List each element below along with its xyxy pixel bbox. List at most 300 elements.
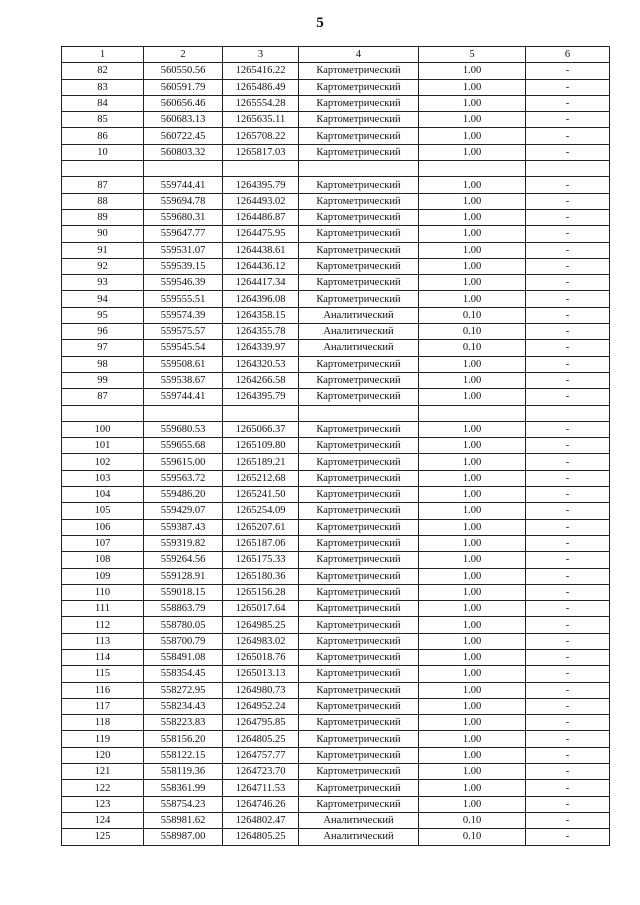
x-coordinate-cell: 559680.31 bbox=[144, 209, 223, 225]
y-coordinate-cell: 1264320.53 bbox=[223, 356, 299, 372]
x-coordinate-cell: 558987.00 bbox=[144, 829, 223, 845]
y-coordinate-cell: 1265156.28 bbox=[223, 584, 299, 600]
accuracy-cell: 1.00 bbox=[419, 454, 526, 470]
y-coordinate-cell: 1265017.64 bbox=[223, 601, 299, 617]
table-body bbox=[62, 63, 610, 845]
table-row bbox=[62, 812, 610, 828]
note-cell: - bbox=[526, 324, 610, 340]
table-row bbox=[62, 177, 610, 193]
accuracy-cell bbox=[419, 405, 526, 421]
point-number-cell: 105 bbox=[62, 503, 144, 519]
note-cell: - bbox=[526, 454, 610, 470]
table-row bbox=[62, 715, 610, 731]
x-coordinate-cell: 559545.54 bbox=[144, 340, 223, 356]
accuracy-cell: 1.00 bbox=[419, 747, 526, 763]
table-row bbox=[62, 780, 610, 796]
method-cell: Аналитический bbox=[299, 829, 419, 845]
note-cell: - bbox=[526, 764, 610, 780]
method-cell: Картометрический bbox=[299, 470, 419, 486]
point-number-cell: 113 bbox=[62, 633, 144, 649]
y-coordinate-cell: 1264757.77 bbox=[223, 747, 299, 763]
table-row bbox=[62, 242, 610, 258]
method-cell: Картометрический bbox=[299, 177, 419, 193]
point-number-cell: 93 bbox=[62, 275, 144, 291]
method-cell: Картометрический bbox=[299, 421, 419, 437]
note-cell: - bbox=[526, 519, 610, 535]
note-cell: - bbox=[526, 193, 610, 209]
method-cell: Картометрический bbox=[299, 552, 419, 568]
point-number-cell: 87 bbox=[62, 177, 144, 193]
accuracy-cell: 1.00 bbox=[419, 568, 526, 584]
y-coordinate-cell: 1265187.06 bbox=[223, 535, 299, 551]
y-coordinate-cell: 1264952.24 bbox=[223, 698, 299, 714]
accuracy-cell: 1.00 bbox=[419, 95, 526, 111]
note-cell: - bbox=[526, 291, 610, 307]
accuracy-cell: 0.10 bbox=[419, 307, 526, 323]
method-cell: Картометрический bbox=[299, 503, 419, 519]
accuracy-cell: 1.00 bbox=[419, 487, 526, 503]
method-cell: Картометрический bbox=[299, 633, 419, 649]
y-coordinate-cell: 1264746.26 bbox=[223, 796, 299, 812]
x-coordinate-cell: 560803.32 bbox=[144, 144, 223, 160]
point-number-cell: 95 bbox=[62, 307, 144, 323]
accuracy-cell: 1.00 bbox=[419, 649, 526, 665]
method-cell: Картометрический bbox=[299, 356, 419, 372]
table-row bbox=[62, 112, 610, 128]
table-row bbox=[62, 470, 610, 486]
x-coordinate-cell: 558700.79 bbox=[144, 633, 223, 649]
table-row bbox=[62, 63, 610, 79]
table-row bbox=[62, 193, 610, 209]
method-cell: Картометрический bbox=[299, 764, 419, 780]
note-cell: - bbox=[526, 79, 610, 95]
accuracy-cell: 1.00 bbox=[419, 209, 526, 225]
accuracy-cell: 1.00 bbox=[419, 79, 526, 95]
x-coordinate-cell: 559539.15 bbox=[144, 258, 223, 274]
note-cell: - bbox=[526, 535, 610, 551]
table-row bbox=[62, 568, 610, 584]
note-cell: - bbox=[526, 242, 610, 258]
note-cell: - bbox=[526, 421, 610, 437]
point-number-cell: 92 bbox=[62, 258, 144, 274]
note-cell: - bbox=[526, 796, 610, 812]
y-coordinate-cell: 1265635.11 bbox=[223, 112, 299, 128]
method-cell: Картометрический bbox=[299, 649, 419, 665]
point-number-cell: 85 bbox=[62, 112, 144, 128]
point-number-cell: 122 bbox=[62, 780, 144, 796]
y-coordinate-cell: 1265109.80 bbox=[223, 438, 299, 454]
accuracy-cell: 1.00 bbox=[419, 128, 526, 144]
y-coordinate-cell: 1264493.02 bbox=[223, 193, 299, 209]
point-number-cell: 89 bbox=[62, 209, 144, 225]
table-row bbox=[62, 487, 610, 503]
point-number-cell: 123 bbox=[62, 796, 144, 812]
x-coordinate-cell: 559694.78 bbox=[144, 193, 223, 209]
accuracy-cell: 1.00 bbox=[419, 226, 526, 242]
y-coordinate-cell: 1264475.95 bbox=[223, 226, 299, 242]
point-number-cell: 97 bbox=[62, 340, 144, 356]
point-number-cell: 10 bbox=[62, 144, 144, 160]
table-row bbox=[62, 161, 610, 177]
x-coordinate-cell: 559555.51 bbox=[144, 291, 223, 307]
table-row bbox=[62, 617, 610, 633]
point-number-cell: 100 bbox=[62, 421, 144, 437]
y-coordinate-cell: 1264486.87 bbox=[223, 209, 299, 225]
point-number-cell: 96 bbox=[62, 324, 144, 340]
point-number-cell: 111 bbox=[62, 601, 144, 617]
note-cell: - bbox=[526, 177, 610, 193]
note-cell: - bbox=[526, 128, 610, 144]
point-number-cell: 106 bbox=[62, 519, 144, 535]
y-coordinate-cell: 1264436.12 bbox=[223, 258, 299, 274]
point-number-cell: 87 bbox=[62, 389, 144, 405]
method-cell: Картометрический bbox=[299, 144, 419, 160]
table-row bbox=[62, 829, 610, 845]
table-row bbox=[62, 324, 610, 340]
method-cell bbox=[299, 405, 419, 421]
accuracy-cell: 1.00 bbox=[419, 291, 526, 307]
table-header-row bbox=[62, 47, 610, 63]
method-cell: Картометрический bbox=[299, 275, 419, 291]
x-coordinate-cell: 560656.46 bbox=[144, 95, 223, 111]
point-number-cell: 103 bbox=[62, 470, 144, 486]
y-coordinate-cell: 1264805.25 bbox=[223, 731, 299, 747]
method-cell: Картометрический bbox=[299, 242, 419, 258]
table-row bbox=[62, 95, 610, 111]
note-cell: - bbox=[526, 601, 610, 617]
accuracy-cell: 1.00 bbox=[419, 63, 526, 79]
table-row bbox=[62, 503, 610, 519]
accuracy-cell: 1.00 bbox=[419, 356, 526, 372]
column-header: 4 bbox=[299, 47, 419, 63]
table-row bbox=[62, 79, 610, 95]
y-coordinate-cell: 1264266.58 bbox=[223, 372, 299, 388]
point-number-cell: 109 bbox=[62, 568, 144, 584]
x-coordinate-cell: 558234.43 bbox=[144, 698, 223, 714]
x-coordinate-cell: 558754.23 bbox=[144, 796, 223, 812]
point-number-cell bbox=[62, 161, 144, 177]
note-cell: - bbox=[526, 715, 610, 731]
table-row bbox=[62, 258, 610, 274]
x-coordinate-cell: 560683.13 bbox=[144, 112, 223, 128]
method-cell: Аналитический bbox=[299, 324, 419, 340]
method-cell: Картометрический bbox=[299, 95, 419, 111]
table-row bbox=[62, 209, 610, 225]
y-coordinate-cell bbox=[223, 405, 299, 421]
y-coordinate-cell: 1264417.34 bbox=[223, 275, 299, 291]
accuracy-cell bbox=[419, 161, 526, 177]
note-cell: - bbox=[526, 503, 610, 519]
method-cell: Картометрический bbox=[299, 438, 419, 454]
x-coordinate-cell: 559574.39 bbox=[144, 307, 223, 323]
y-coordinate-cell: 1264980.73 bbox=[223, 682, 299, 698]
x-coordinate-cell: 559647.77 bbox=[144, 226, 223, 242]
method-cell: Аналитический bbox=[299, 812, 419, 828]
method-cell: Картометрический bbox=[299, 79, 419, 95]
method-cell: Картометрический bbox=[299, 715, 419, 731]
accuracy-cell: 1.00 bbox=[419, 780, 526, 796]
accuracy-cell: 1.00 bbox=[419, 764, 526, 780]
point-number-cell: 125 bbox=[62, 829, 144, 845]
note-cell bbox=[526, 161, 610, 177]
coordinates-table bbox=[61, 46, 610, 846]
page-number: 5 bbox=[316, 15, 324, 31]
table-row bbox=[62, 144, 610, 160]
x-coordinate-cell: 559264.56 bbox=[144, 552, 223, 568]
accuracy-cell: 1.00 bbox=[419, 796, 526, 812]
accuracy-cell: 1.00 bbox=[419, 633, 526, 649]
accuracy-cell: 1.00 bbox=[419, 193, 526, 209]
x-coordinate-cell: 558863.79 bbox=[144, 601, 223, 617]
method-cell: Картометрический bbox=[299, 389, 419, 405]
y-coordinate-cell: 1264355.78 bbox=[223, 324, 299, 340]
point-number-cell: 83 bbox=[62, 79, 144, 95]
y-coordinate-cell: 1265486.49 bbox=[223, 79, 299, 95]
table-row bbox=[62, 128, 610, 144]
x-coordinate-cell: 559531.07 bbox=[144, 242, 223, 258]
column-header: 6 bbox=[526, 47, 610, 63]
note-cell: - bbox=[526, 63, 610, 79]
accuracy-cell: 1.00 bbox=[419, 112, 526, 128]
y-coordinate-cell bbox=[223, 161, 299, 177]
y-coordinate-cell: 1264395.79 bbox=[223, 177, 299, 193]
method-cell: Картометрический bbox=[299, 63, 419, 79]
table-row bbox=[62, 372, 610, 388]
note-cell: - bbox=[526, 144, 610, 160]
method-cell: Картометрический bbox=[299, 209, 419, 225]
point-number-cell: 98 bbox=[62, 356, 144, 372]
method-cell: Картометрический bbox=[299, 796, 419, 812]
accuracy-cell: 1.00 bbox=[419, 389, 526, 405]
note-cell: - bbox=[526, 275, 610, 291]
note-cell: - bbox=[526, 209, 610, 225]
accuracy-cell: 1.00 bbox=[419, 177, 526, 193]
method-cell: Картометрический bbox=[299, 535, 419, 551]
table-row bbox=[62, 226, 610, 242]
point-number-cell: 124 bbox=[62, 812, 144, 828]
method-cell: Картометрический bbox=[299, 584, 419, 600]
x-coordinate-cell: 559128.91 bbox=[144, 568, 223, 584]
method-cell: Картометрический bbox=[299, 128, 419, 144]
accuracy-cell: 1.00 bbox=[419, 275, 526, 291]
x-coordinate-cell: 560722.45 bbox=[144, 128, 223, 144]
point-number-cell: 88 bbox=[62, 193, 144, 209]
method-cell: Картометрический bbox=[299, 698, 419, 714]
note-cell: - bbox=[526, 112, 610, 128]
point-number-cell: 108 bbox=[62, 552, 144, 568]
y-coordinate-cell: 1264711.53 bbox=[223, 780, 299, 796]
note-cell: - bbox=[526, 829, 610, 845]
accuracy-cell: 0.10 bbox=[419, 812, 526, 828]
note-cell: - bbox=[526, 389, 610, 405]
x-coordinate-cell: 559680.53 bbox=[144, 421, 223, 437]
accuracy-cell: 0.10 bbox=[419, 829, 526, 845]
y-coordinate-cell: 1265180.36 bbox=[223, 568, 299, 584]
column-header: 2 bbox=[144, 47, 223, 63]
method-cell: Картометрический bbox=[299, 226, 419, 242]
method-cell: Картометрический bbox=[299, 258, 419, 274]
table-row bbox=[62, 454, 610, 470]
table-row bbox=[62, 649, 610, 665]
table-row bbox=[62, 764, 610, 780]
point-number-cell: 110 bbox=[62, 584, 144, 600]
point-number-cell: 102 bbox=[62, 454, 144, 470]
x-coordinate-cell: 559018.15 bbox=[144, 584, 223, 600]
x-coordinate-cell: 559546.39 bbox=[144, 275, 223, 291]
x-coordinate-cell bbox=[144, 161, 223, 177]
point-number-cell: 107 bbox=[62, 535, 144, 551]
y-coordinate-cell: 1265013.13 bbox=[223, 666, 299, 682]
note-cell: - bbox=[526, 258, 610, 274]
y-coordinate-cell: 1264805.25 bbox=[223, 829, 299, 845]
y-coordinate-cell: 1264985.25 bbox=[223, 617, 299, 633]
accuracy-cell: 1.00 bbox=[419, 682, 526, 698]
x-coordinate-cell: 560591.79 bbox=[144, 79, 223, 95]
x-coordinate-cell: 558981.62 bbox=[144, 812, 223, 828]
table-row bbox=[62, 438, 610, 454]
note-cell: - bbox=[526, 780, 610, 796]
table-row bbox=[62, 633, 610, 649]
table-row bbox=[62, 389, 610, 405]
table-row bbox=[62, 519, 610, 535]
method-cell: Картометрический bbox=[299, 747, 419, 763]
point-number-cell: 104 bbox=[62, 487, 144, 503]
method-cell: Картометрический bbox=[299, 601, 419, 617]
point-number-cell: 90 bbox=[62, 226, 144, 242]
x-coordinate-cell: 559744.41 bbox=[144, 177, 223, 193]
column-header: 1 bbox=[62, 47, 144, 63]
point-number-cell: 120 bbox=[62, 747, 144, 763]
table-row bbox=[62, 682, 610, 698]
x-coordinate-cell: 558119.36 bbox=[144, 764, 223, 780]
point-number-cell: 112 bbox=[62, 617, 144, 633]
point-number-cell: 115 bbox=[62, 666, 144, 682]
accuracy-cell: 1.00 bbox=[419, 421, 526, 437]
x-coordinate-cell: 559655.68 bbox=[144, 438, 223, 454]
method-cell: Картометрический bbox=[299, 519, 419, 535]
note-cell: - bbox=[526, 356, 610, 372]
x-coordinate-cell: 559429.07 bbox=[144, 503, 223, 519]
y-coordinate-cell: 1264802.47 bbox=[223, 812, 299, 828]
column-header: 3 bbox=[223, 47, 299, 63]
accuracy-cell: 1.00 bbox=[419, 470, 526, 486]
method-cell: Аналитический bbox=[299, 340, 419, 356]
y-coordinate-cell: 1265817.03 bbox=[223, 144, 299, 160]
accuracy-cell: 1.00 bbox=[419, 617, 526, 633]
table-row bbox=[62, 356, 610, 372]
x-coordinate-cell: 558122.15 bbox=[144, 747, 223, 763]
y-coordinate-cell: 1265241.50 bbox=[223, 487, 299, 503]
accuracy-cell: 1.00 bbox=[419, 438, 526, 454]
note-cell: - bbox=[526, 307, 610, 323]
accuracy-cell: 0.10 bbox=[419, 324, 526, 340]
y-coordinate-cell: 1265207.61 bbox=[223, 519, 299, 535]
note-cell: - bbox=[526, 568, 610, 584]
accuracy-cell: 1.00 bbox=[419, 372, 526, 388]
point-number-cell: 91 bbox=[62, 242, 144, 258]
method-cell: Картометрический bbox=[299, 193, 419, 209]
y-coordinate-cell: 1265254.09 bbox=[223, 503, 299, 519]
y-coordinate-cell: 1265554.28 bbox=[223, 95, 299, 111]
table-row bbox=[62, 796, 610, 812]
method-cell: Картометрический bbox=[299, 291, 419, 307]
accuracy-cell: 1.00 bbox=[419, 552, 526, 568]
note-cell: - bbox=[526, 731, 610, 747]
point-number-cell: 114 bbox=[62, 649, 144, 665]
point-number-cell: 116 bbox=[62, 682, 144, 698]
x-coordinate-cell: 558354.45 bbox=[144, 666, 223, 682]
method-cell: Картометрический bbox=[299, 454, 419, 470]
table-row bbox=[62, 275, 610, 291]
column-header: 5 bbox=[419, 47, 526, 63]
accuracy-cell: 1.00 bbox=[419, 242, 526, 258]
x-coordinate-cell: 558361.99 bbox=[144, 780, 223, 796]
table-row bbox=[62, 307, 610, 323]
note-cell: - bbox=[526, 584, 610, 600]
table-row bbox=[62, 601, 610, 617]
y-coordinate-cell: 1265212.68 bbox=[223, 470, 299, 486]
y-coordinate-cell: 1264339.97 bbox=[223, 340, 299, 356]
point-number-cell: 118 bbox=[62, 715, 144, 731]
y-coordinate-cell: 1264983.02 bbox=[223, 633, 299, 649]
y-coordinate-cell: 1265189.21 bbox=[223, 454, 299, 470]
table-row bbox=[62, 340, 610, 356]
point-number-cell: 84 bbox=[62, 95, 144, 111]
accuracy-cell: 0.10 bbox=[419, 340, 526, 356]
note-cell: - bbox=[526, 552, 610, 568]
table-row bbox=[62, 535, 610, 551]
note-cell: - bbox=[526, 812, 610, 828]
method-cell: Картометрический bbox=[299, 731, 419, 747]
table-row bbox=[62, 291, 610, 307]
accuracy-cell: 1.00 bbox=[419, 698, 526, 714]
note-cell: - bbox=[526, 226, 610, 242]
y-coordinate-cell: 1264438.61 bbox=[223, 242, 299, 258]
accuracy-cell: 1.00 bbox=[419, 258, 526, 274]
point-number-cell: 119 bbox=[62, 731, 144, 747]
table-row bbox=[62, 421, 610, 437]
x-coordinate-cell bbox=[144, 405, 223, 421]
x-coordinate-cell: 559744.41 bbox=[144, 389, 223, 405]
accuracy-cell: 1.00 bbox=[419, 584, 526, 600]
y-coordinate-cell: 1264396.08 bbox=[223, 291, 299, 307]
point-number-cell: 101 bbox=[62, 438, 144, 454]
x-coordinate-cell: 560550.56 bbox=[144, 63, 223, 79]
note-cell: - bbox=[526, 698, 610, 714]
method-cell: Картометрический bbox=[299, 666, 419, 682]
accuracy-cell: 1.00 bbox=[419, 666, 526, 682]
x-coordinate-cell: 559319.82 bbox=[144, 535, 223, 551]
x-coordinate-cell: 559508.61 bbox=[144, 356, 223, 372]
y-coordinate-cell: 1265175.33 bbox=[223, 552, 299, 568]
accuracy-cell: 1.00 bbox=[419, 715, 526, 731]
method-cell: Картометрический bbox=[299, 568, 419, 584]
note-cell: - bbox=[526, 747, 610, 763]
x-coordinate-cell: 558156.20 bbox=[144, 731, 223, 747]
note-cell: - bbox=[526, 617, 610, 633]
accuracy-cell: 1.00 bbox=[419, 601, 526, 617]
point-number-cell bbox=[62, 405, 144, 421]
method-cell: Картометрический bbox=[299, 617, 419, 633]
note-cell: - bbox=[526, 666, 610, 682]
table-row bbox=[62, 405, 610, 421]
point-number-cell: 94 bbox=[62, 291, 144, 307]
method-cell: Картометрический bbox=[299, 780, 419, 796]
note-cell: - bbox=[526, 372, 610, 388]
x-coordinate-cell: 559538.67 bbox=[144, 372, 223, 388]
table-row bbox=[62, 666, 610, 682]
note-cell: - bbox=[526, 682, 610, 698]
